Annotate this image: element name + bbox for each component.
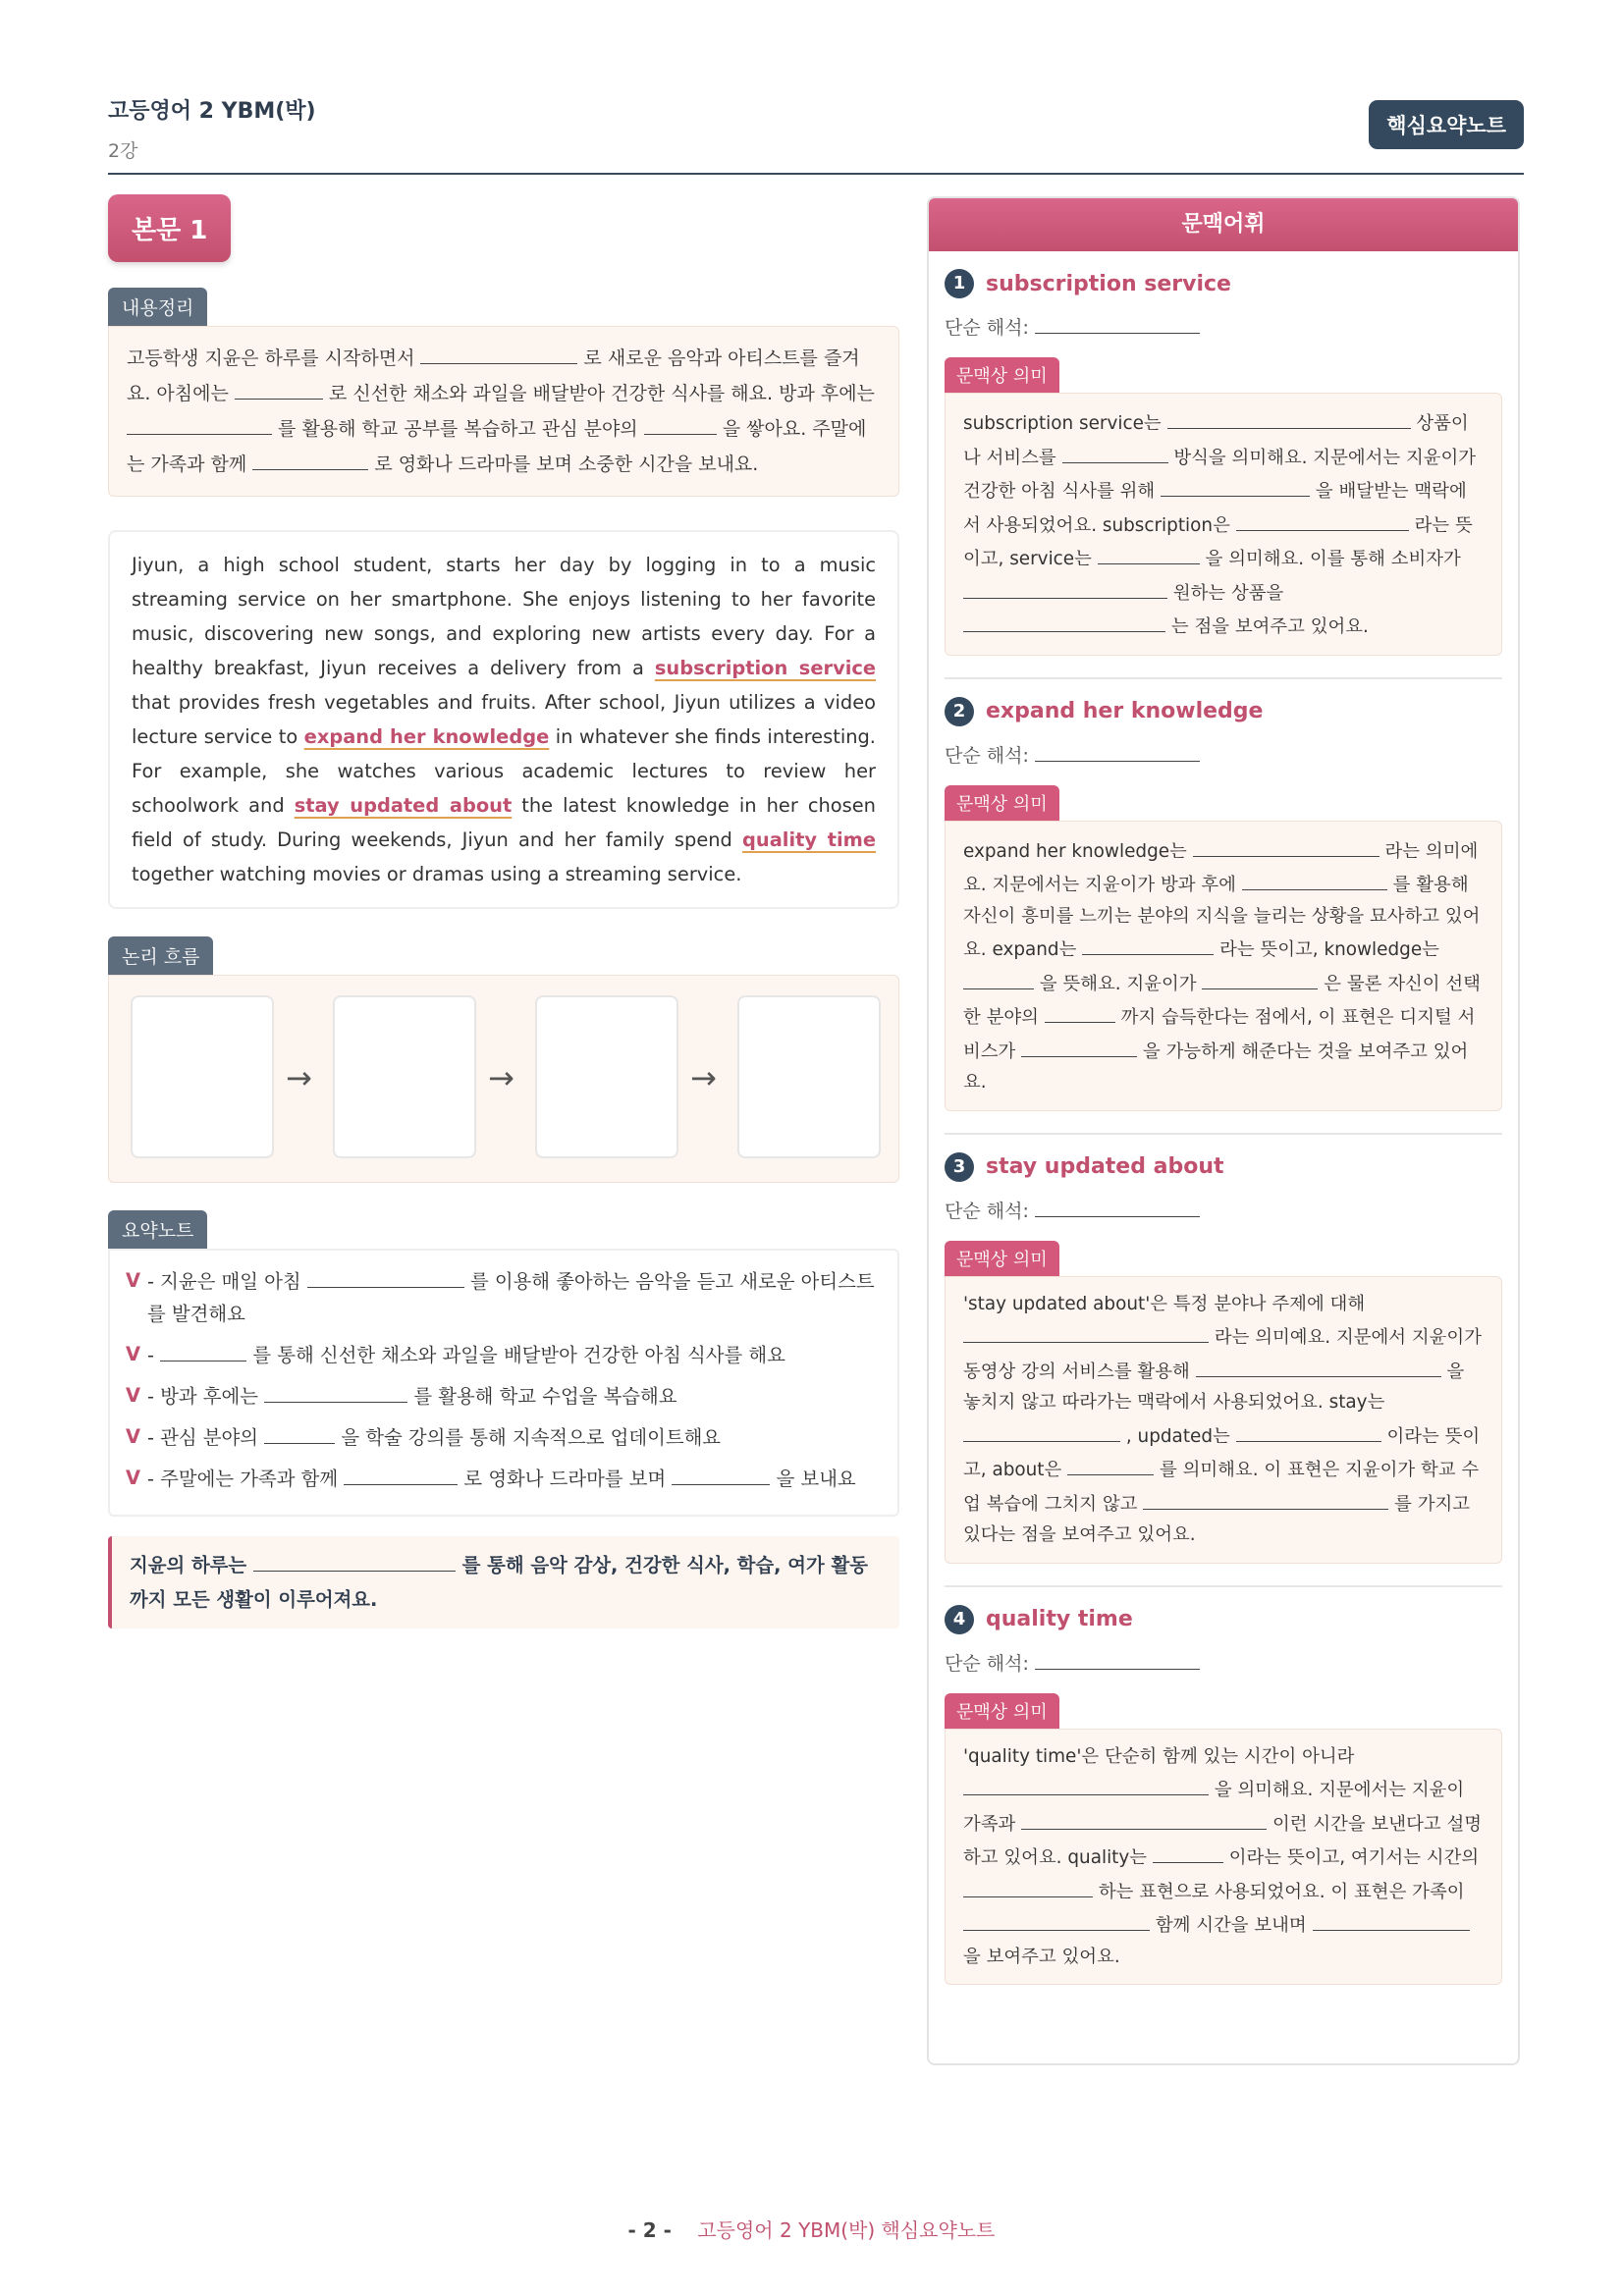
main-column <box>108 194 899 1629</box>
summary-text: 로 영화나 드라마를 보며 소중한 시간을 보내요. <box>374 454 759 475</box>
answer-blank[interactable] <box>1242 867 1387 890</box>
answer-blank[interactable] <box>1161 473 1310 497</box>
summary-text: 을 쌓아요. 주말에는 가족과 함께 <box>127 418 867 475</box>
context-meaning-box: 'quality time'은 단순히 함께 있는 시간이 아니라 을 의미해요. 지문에서는 지윤이 가족과 이런 시간을 보낸다고 설명하고 있어요. quality는 이라는 뜻이고, 여기서는 시간의 하는 표현으로 사용되었어요. 이 표현은 가족이 함께 시간을 보내며 을 보여주고 있어요. <box>945 1729 1502 1986</box>
flow-step-box[interactable] <box>535 995 678 1158</box>
passage-text: the latest knowledge in her chosen field of study. During weekends, Jiyun and her family spend <box>132 794 876 851</box>
passage-text: that provides fresh vegetables and fruits. After school, Jiyun utilizes a video lecture service to <box>132 691 876 748</box>
flow-label: 논리 흐름 <box>108 936 213 975</box>
answer-blank[interactable] <box>253 1548 456 1572</box>
check-marker: V <box>126 1467 141 1489</box>
vocab-word: quality time <box>986 1607 1133 1631</box>
check-marker: V <box>126 1425 141 1448</box>
answer-blank[interactable] <box>963 1418 1120 1442</box>
answer-blank[interactable] <box>1021 1806 1267 1830</box>
item-number-badge: 3 <box>945 1152 974 1182</box>
answer-blank[interactable] <box>1236 507 1409 531</box>
answer-blank[interactable] <box>264 1420 335 1444</box>
passage-text: together watching movies or dramas using a streaming service. <box>132 863 742 885</box>
document-title: 고등영어 2 YBM(박) <box>108 99 316 124</box>
vocab-item-3 <box>929 1152 1518 1587</box>
context-meaning-box: subscription service는 상품이나 서비스를 방식을 의미해요. 지문에서는 지윤이가 건강한 아침 식사를 위해 을 배달받는 맥락에서 사용되었어요. subscription은 라는 뜻이고, service는 을 의미해요. 이를 통해 소비자가 원하는 상품을 는 점을 보여주고 있어요. <box>945 393 1502 656</box>
answer-blank[interactable] <box>344 1462 458 1485</box>
page-footer <box>0 2215 1623 2243</box>
answer-blank[interactable] <box>963 575 1167 599</box>
answer-blank[interactable] <box>1196 1354 1441 1377</box>
answer-blank[interactable] <box>963 966 1034 989</box>
simple-translation: 단순 해석: <box>945 310 1502 342</box>
section-tag: 본문 1 <box>108 194 231 262</box>
simple-translation: 단순 해석: <box>945 1646 1502 1678</box>
summary-text: 고등학생 지윤은 하루를 시작하면서 <box>127 347 415 369</box>
summary-notes <box>108 1249 899 1517</box>
summary-text: 를 활용해 학교 공부를 복습하고 관심 분야의 <box>278 418 638 440</box>
divider <box>945 1133 1502 1135</box>
answer-blank[interactable] <box>1062 440 1168 463</box>
divider <box>945 677 1502 679</box>
answer-blank[interactable] <box>963 1907 1150 1931</box>
right-arrow-icon: → <box>286 1059 312 1096</box>
answer-blank[interactable] <box>1236 1418 1381 1442</box>
check-marker: V <box>126 1269 141 1292</box>
context-meaning-box: 'stay updated about'은 특정 분야나 주제에 대해 라는 의미예요. 지문에서 지윤이가 동영상 강의 서비스를 활용해 을 놓치지 않고 따라가는 맥락에서 사용되었어요. stay는 , updated는 이라는 뜻이고, about은 를 의미해요. 이 표현은 지윤이가 학교 수업 복습에 그치지 않고 를 가지고 있다는 점을 보여주고 있어요. <box>945 1276 1502 1564</box>
page-header <box>108 94 1524 175</box>
answer-blank[interactable] <box>1167 405 1411 429</box>
note-item: V - 방과 후에는 를 활용해 학교 수업을 복습해요 <box>126 1379 880 1413</box>
answer-blank[interactable] <box>235 376 323 400</box>
item-number-badge: 4 <box>945 1605 974 1634</box>
note-item: V - 를 통해 신선한 채소와 과일을 배달받아 건강한 아침 식사를 해요 <box>126 1338 880 1371</box>
vocab-item-4 <box>929 1605 1518 1986</box>
passage-text: in whatever she finds interesting. For example, she watches various academic lectures to review her schoolwork and <box>132 725 876 817</box>
highlight-subscription-service: subscription service <box>654 657 876 679</box>
answer-blank[interactable] <box>963 1772 1209 1795</box>
summary-label: 내용정리 <box>108 288 207 326</box>
vocabulary-heading: 문맥어휘 <box>929 198 1518 251</box>
note-item: V - 주말에는 가족과 함께 로 영화나 드라마를 보며 을 보내요 <box>126 1462 880 1495</box>
context-meaning-label: 문맥상 의미 <box>945 357 1059 393</box>
answer-blank[interactable] <box>127 411 272 435</box>
page-number: - 2 - <box>627 2218 672 2242</box>
vocabulary-panel <box>927 196 1520 2065</box>
answer-blank[interactable] <box>1035 1194 1200 1217</box>
simple-translation: 단순 해석: <box>945 738 1502 770</box>
answer-blank[interactable] <box>1202 966 1318 989</box>
answer-blank[interactable] <box>1082 932 1214 955</box>
answer-blank[interactable] <box>1313 1907 1470 1931</box>
logic-flow <box>108 975 899 1183</box>
answer-blank[interactable] <box>963 1874 1093 1897</box>
conclusion-box: 지윤의 하루는 를 통해 음악 감상, 건강한 식사, 학습, 여가 활동까지 모든 생활이 이루어져요. <box>108 1536 899 1629</box>
answer-blank[interactable] <box>963 609 1165 632</box>
vocab-item-1 <box>929 269 1518 679</box>
note-item: V - 관심 분야의 을 학술 강의를 통해 지속적으로 업데이트해요 <box>126 1420 880 1454</box>
answer-blank[interactable] <box>1035 1646 1200 1670</box>
reading-passage <box>108 530 899 909</box>
lesson-number: 2강 <box>108 140 138 162</box>
answer-blank[interactable] <box>1021 1034 1137 1057</box>
right-arrow-icon: → <box>690 1059 717 1096</box>
vocab-word: expand her knowledge <box>986 699 1264 723</box>
item-number-badge: 1 <box>945 269 974 298</box>
context-meaning-box: expand her knowledge는 라는 의미에요. 지문에서는 지윤이가 방과 후에 를 활용해 자신이 흥미를 느끼는 분야의 지식을 늘리는 상황을 묘사하고 있어요. expand는 라는 뜻이고, knowledge는 을 뜻해요. 지윤이가 은 물론 자신이 선택한 분야의 까지 습득한다는 점에서, 이 표현은 디지털 서비스가 을 가능하게 해준다는 것을 보여주고 있어요. <box>945 821 1502 1111</box>
flow-step-box[interactable] <box>131 995 274 1158</box>
check-marker: V <box>126 1384 141 1407</box>
answer-blank[interactable] <box>1067 1452 1154 1475</box>
notes-label: 요약노트 <box>108 1210 207 1249</box>
item-number-badge: 2 <box>945 697 974 726</box>
highlight-quality-time: quality time <box>742 828 877 851</box>
answer-blank[interactable] <box>644 411 717 435</box>
answer-blank[interactable] <box>1193 833 1380 857</box>
vocab-word: subscription service <box>986 271 1231 296</box>
answer-blank[interactable] <box>1035 738 1200 762</box>
answer-blank[interactable] <box>1035 310 1200 334</box>
flow-step-box[interactable] <box>333 995 476 1158</box>
vocab-item-2 <box>929 697 1518 1135</box>
summary-text: 로 새로운 음악과 아티스트를 즐겨요. 아침에는 <box>127 347 860 404</box>
highlight-stay-updated-about: stay updated about <box>294 794 513 817</box>
context-meaning-label: 문맥상 의미 <box>945 1241 1059 1276</box>
answer-blank[interactable] <box>420 341 577 364</box>
summary-text: 로 신선한 채소와 과일을 배달받아 건강한 식사를 해요. 방과 후에는 <box>328 383 875 404</box>
answer-blank[interactable] <box>963 1319 1209 1343</box>
answer-blank[interactable] <box>160 1338 246 1362</box>
answer-blank[interactable] <box>307 1264 464 1288</box>
simple-translation: 단순 해석: <box>945 1194 1502 1225</box>
answer-blank[interactable] <box>264 1379 407 1403</box>
answer-blank[interactable] <box>1098 541 1200 564</box>
content-summary <box>108 326 899 497</box>
highlight-expand-her-knowledge: expand her knowledge <box>303 725 550 748</box>
passage-text: Jiyun, a high school student, starts her day by logging in to a music streaming service on her smartphone. She enjoys listening to her favorite music, discovering new songs, and exploring new artists every day. For a healthy breakfast, Jiyun receives a delivery from a <box>132 554 876 679</box>
right-arrow-icon: → <box>488 1059 514 1096</box>
answer-blank[interactable] <box>672 1462 770 1485</box>
note-item: V - 지윤은 매일 아침 를 이용해 좋아하는 음악을 듣고 새로운 아티스트를 발견해요 <box>126 1264 880 1330</box>
context-meaning-label: 문맥상 의미 <box>945 785 1059 821</box>
answer-blank[interactable] <box>252 447 368 470</box>
answer-blank[interactable] <box>1143 1486 1388 1510</box>
divider <box>945 1585 1502 1587</box>
vocab-word: stay updated about <box>986 1154 1224 1179</box>
footer-title: 고등영어 2 YBM(박) 핵심요약노트 <box>697 2218 996 2242</box>
context-meaning-label: 문맥상 의미 <box>945 1693 1059 1729</box>
answer-blank[interactable] <box>1045 999 1115 1023</box>
answer-blank[interactable] <box>1153 1840 1223 1863</box>
flow-step-box[interactable] <box>737 995 881 1158</box>
note-type-badge: 핵심요약노트 <box>1369 100 1524 149</box>
check-marker: V <box>126 1343 141 1365</box>
